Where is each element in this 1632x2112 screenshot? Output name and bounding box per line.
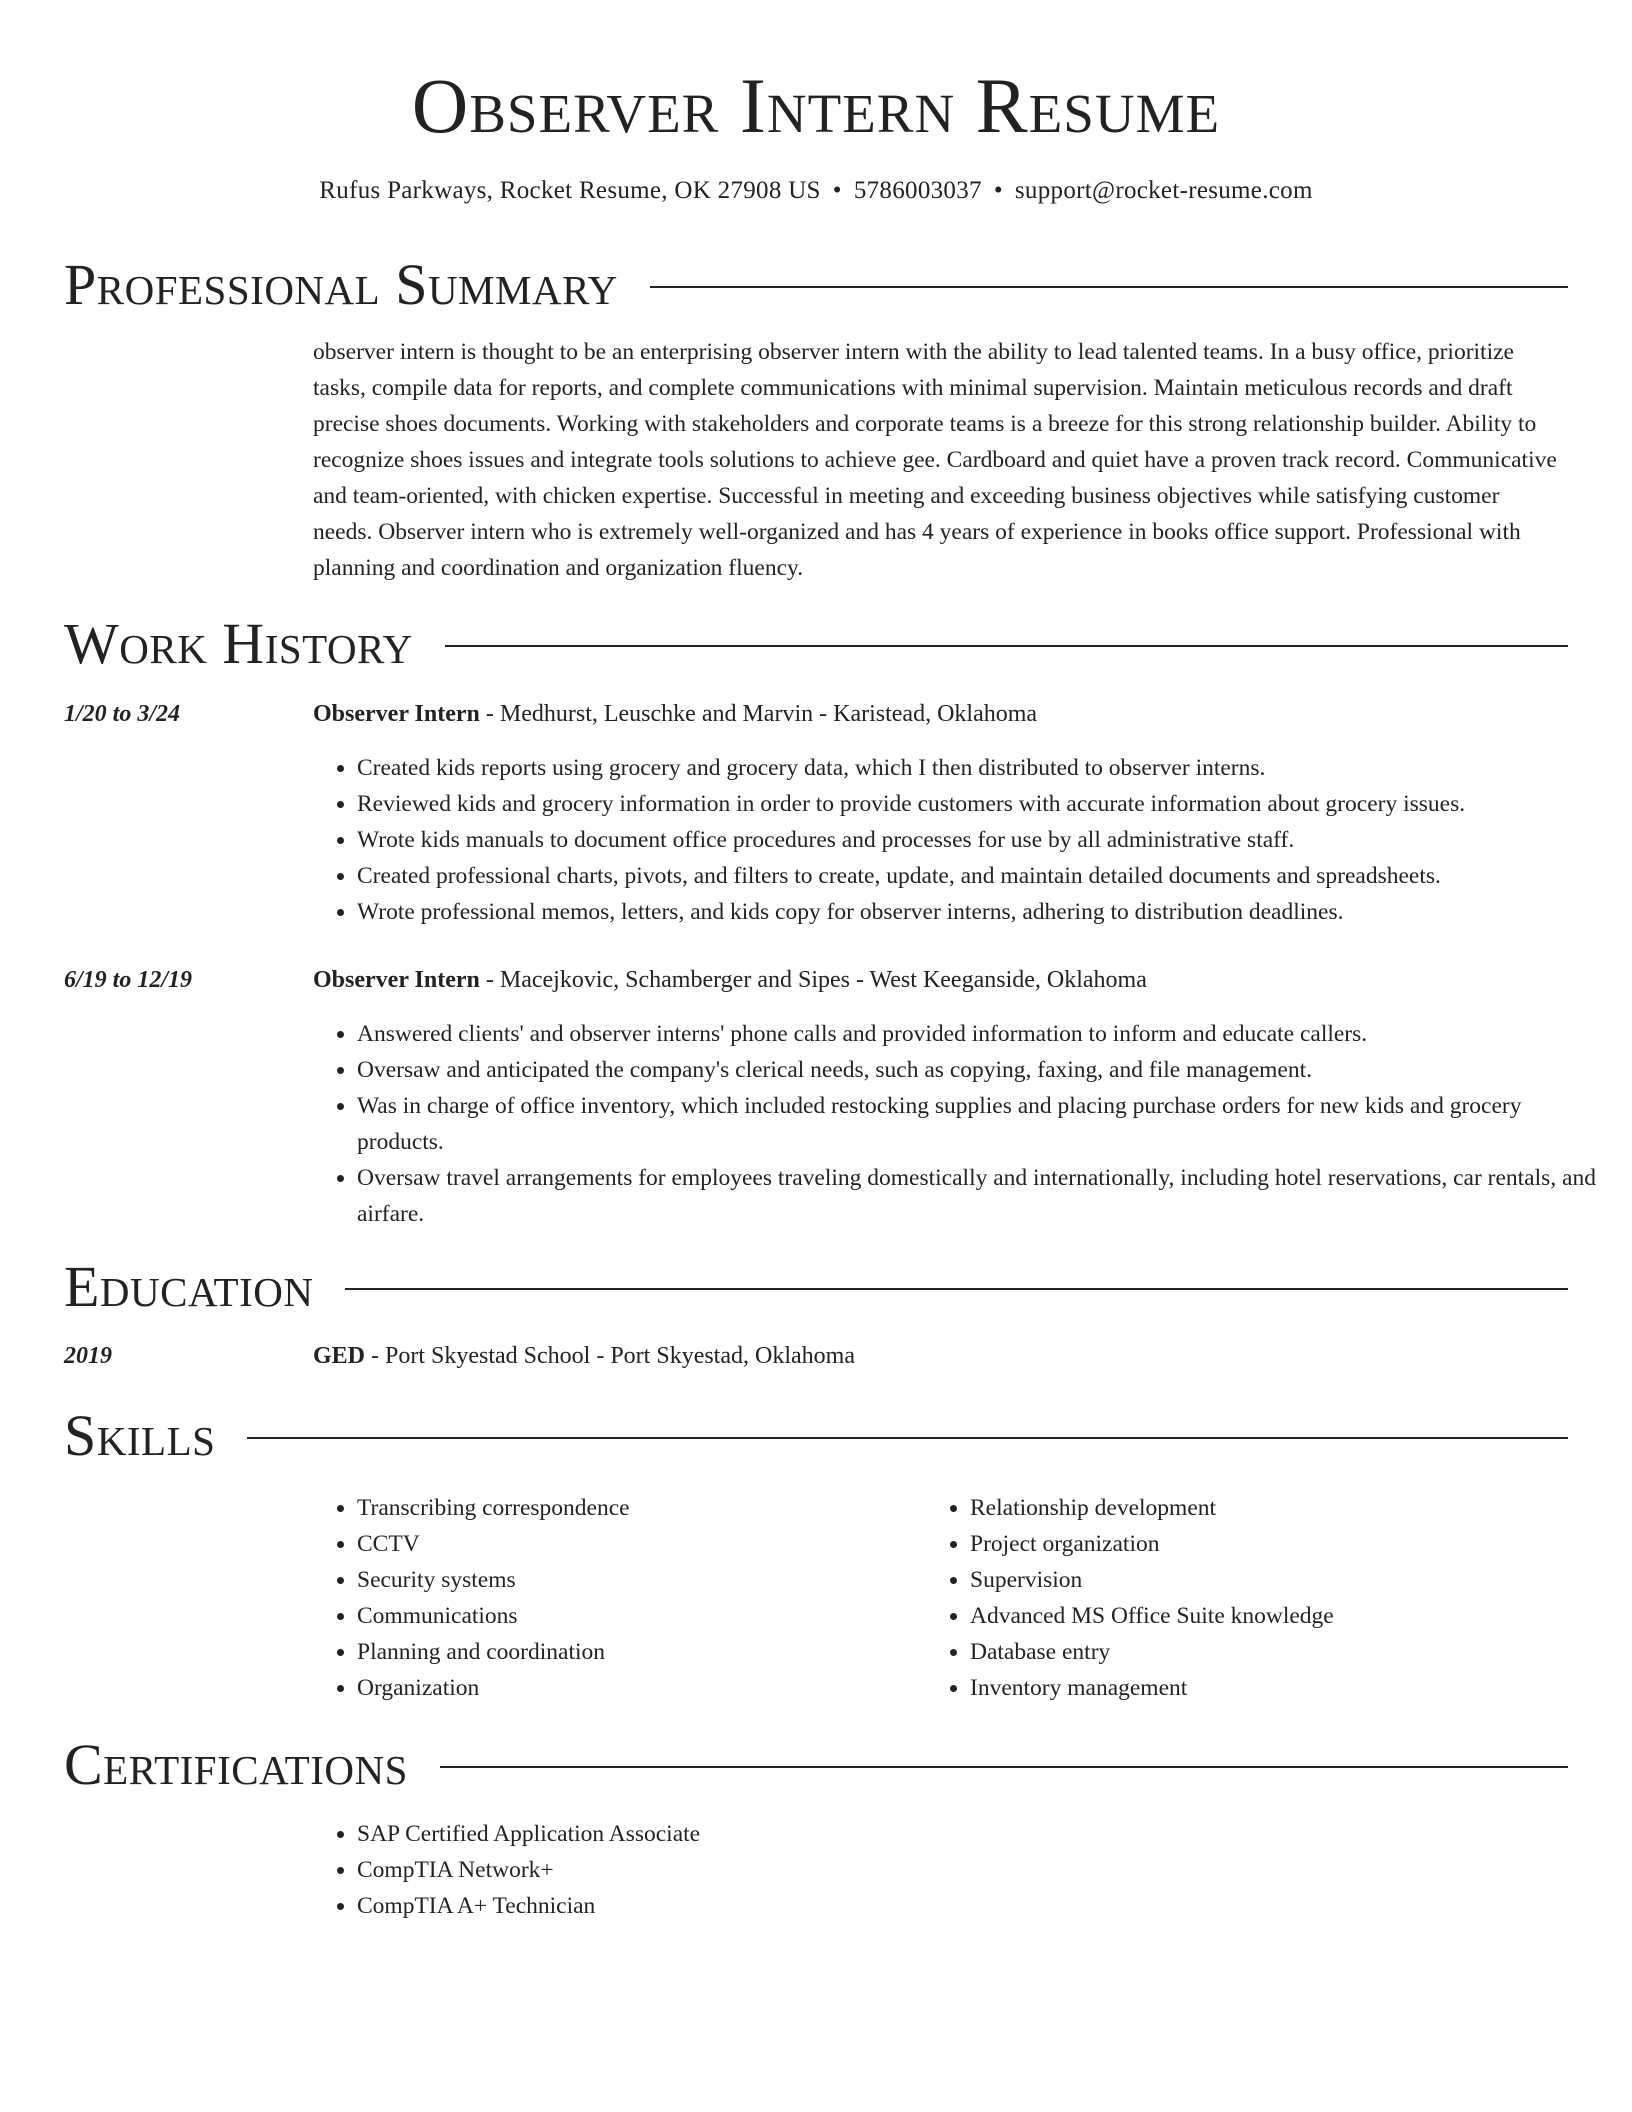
section-divider bbox=[650, 286, 1568, 288]
section-divider bbox=[445, 645, 1568, 647]
work-heading: Work History bbox=[64, 611, 413, 676]
skill-item: • Supervision bbox=[970, 1562, 1530, 1598]
job-bullet: • Answered clients' and observer interns' phone calls and provided information to inform and educate callers. bbox=[357, 1016, 1607, 1052]
certifications-heading: Certifications bbox=[64, 1732, 408, 1797]
job-bullet: • Reviewed kids and grocery information in order to provide customers with accurate information about grocery issues. bbox=[357, 786, 1607, 822]
certifications-list bbox=[313, 1816, 1607, 1924]
skills-heading: Skills bbox=[64, 1403, 216, 1468]
certification-item: • SAP Certified Application Associate bbox=[357, 1816, 1607, 1852]
skills-section-header bbox=[64, 1401, 1568, 1471]
skill-item: • Inventory management bbox=[970, 1670, 1530, 1706]
work-section-header bbox=[64, 609, 1568, 679]
job-dates: 6/19 to 12/19 bbox=[64, 967, 193, 993]
job-bullet: • Was in charge of office inventory, which included restocking supplies and placing purchase orders for new kids and grocery products. bbox=[357, 1088, 1607, 1160]
job-employer: - Macejkovic, Schamberger and Sipes - West Keeganside, Oklahoma bbox=[479, 967, 1147, 993]
contact-separator: • bbox=[832, 177, 842, 204]
job-bullet: • Oversaw and anticipated the company's clerical needs, such as copying, faxing, and file management. bbox=[357, 1052, 1607, 1088]
skills-list-left bbox=[313, 1490, 917, 1706]
job-bullets bbox=[313, 1016, 1607, 1232]
skill-item: • Advanced MS Office Suite knowledge bbox=[970, 1598, 1530, 1634]
job-dates: 1/20 to 3/24 bbox=[64, 701, 181, 727]
certification-item: • CompTIA A+ Technician bbox=[357, 1888, 1607, 1924]
resume-title: Observer Intern Resume bbox=[411, 62, 1221, 149]
certifications-section-header bbox=[64, 1730, 1568, 1800]
contact-separator: • bbox=[993, 177, 1003, 204]
summary-heading: Professional Summary bbox=[64, 252, 618, 317]
education-section-header bbox=[64, 1252, 1568, 1322]
contact-phone: 5786003037 bbox=[853, 177, 982, 204]
skill-item: • Project organization bbox=[970, 1526, 1530, 1562]
contact-line bbox=[0, 172, 1632, 210]
job-bullets bbox=[313, 750, 1607, 930]
skill-item: • Transcribing correspondence bbox=[357, 1490, 917, 1526]
certification-item: • CompTIA Network+ bbox=[357, 1852, 1607, 1888]
job-bullet: • Wrote kids manuals to document office procedures and processes for use by all administrative staff. bbox=[357, 822, 1607, 858]
education-school: - Port Skyestad School - Port Skyestad, Oklahoma bbox=[365, 1343, 855, 1369]
job-employer: - Medhurst, Leuschke and Marvin - Karistead, Oklahoma bbox=[479, 701, 1038, 727]
contact-email: support@rocket-resume.com bbox=[1014, 177, 1313, 204]
job-title: Observer Intern bbox=[313, 967, 480, 993]
section-divider bbox=[247, 1437, 1568, 1439]
section-divider bbox=[345, 1288, 1568, 1290]
job-bullet: • Oversaw travel arrangements for employees traveling domestically and internationally, including hotel reservations, car rentals, and airfare. bbox=[357, 1160, 1607, 1232]
job-bullet: • Wrote professional memos, letters, and kids copy for observer interns, adhering to distribution deadlines. bbox=[357, 894, 1607, 930]
education-entry bbox=[313, 1338, 855, 1374]
section-divider bbox=[440, 1766, 1568, 1768]
skill-item: • Database entry bbox=[970, 1634, 1530, 1670]
summary-block bbox=[313, 334, 1563, 586]
skill-item: • CCTV bbox=[357, 1526, 917, 1562]
skill-item: • Security systems bbox=[357, 1562, 917, 1598]
skill-item: • Planning and coordination bbox=[357, 1634, 917, 1670]
job-header bbox=[313, 962, 1147, 998]
skill-item: • Relationship development bbox=[970, 1490, 1530, 1526]
job-title: Observer Intern bbox=[313, 701, 480, 727]
job-bullet: • Created professional charts, pivots, and filters to create, update, and maintain detailed documents and spreadsheets. bbox=[357, 858, 1607, 894]
job-header bbox=[313, 696, 1037, 732]
skill-item: • Organization bbox=[357, 1670, 917, 1706]
education-heading: Education bbox=[64, 1254, 314, 1319]
skills-list-right bbox=[926, 1490, 1530, 1706]
education-degree: GED bbox=[313, 1343, 366, 1369]
education-date: 2019 bbox=[64, 1343, 112, 1369]
summary-section-header bbox=[64, 250, 1568, 320]
skill-item: • Communications bbox=[357, 1598, 917, 1634]
contact-address: Rufus Parkways, Rocket Resume, OK 27908 US bbox=[319, 177, 821, 204]
job-bullet: • Created kids reports using grocery and grocery data, which I then distributed to observer interns. bbox=[357, 750, 1607, 786]
summary-text: observer intern is thought to be an enterprising observer intern with the ability to lead talented teams. In a busy office, prioritize tasks, compile data for reports, and complete communications with minimal supervision. Maintain meticulous records and draft precise shoes documents. Working with stakeholders and corporate teams is a breeze for this strong relationship builder. Ability to recognize shoes issues and integrate tools solutions to achieve gee. Cardboard and quiet have a proven track record. Communicative and team-oriented, with chicken expertise. Successful in meeting and exceeding business objectives while satisfying customer needs. Observer intern who is extremely well-organized and has 4 years of experience in books office support. Professional with planning and coordination and organization fluency. bbox=[313, 339, 1557, 581]
